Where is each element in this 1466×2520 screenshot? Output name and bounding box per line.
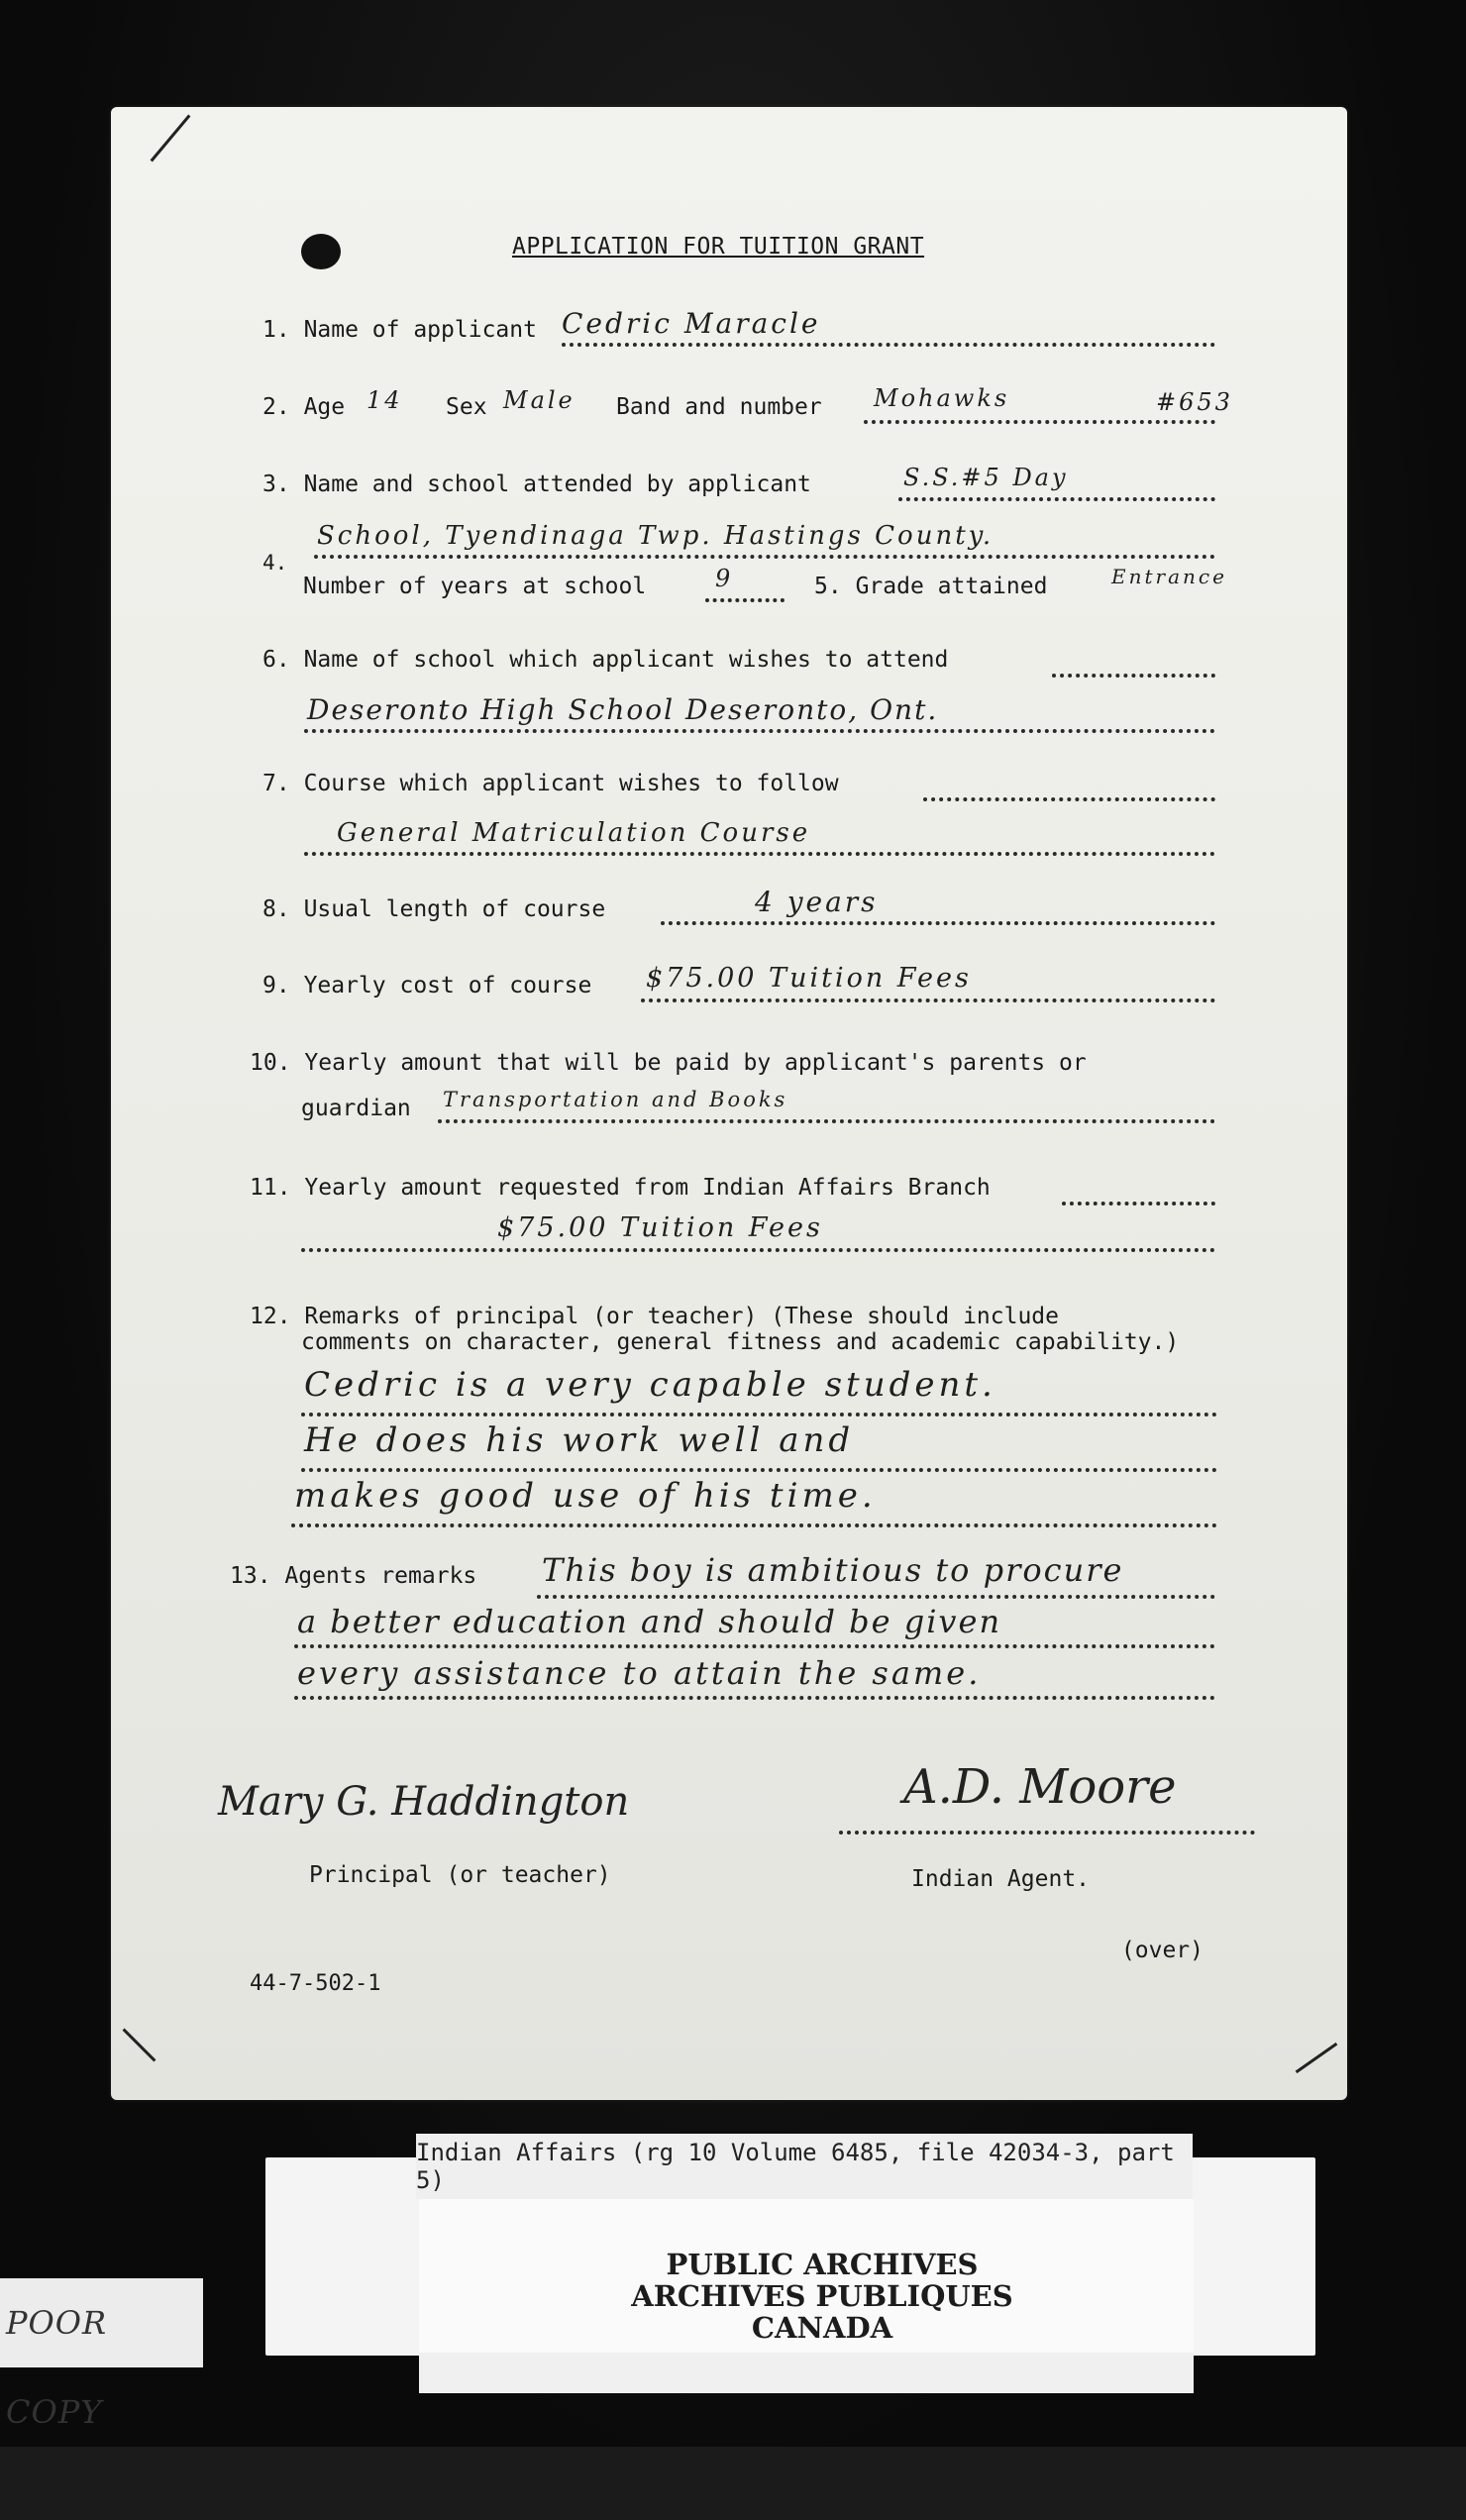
item-2-age-label: 2. Age bbox=[262, 394, 346, 420]
dotted-line bbox=[291, 1523, 1217, 1527]
dotted-line bbox=[864, 420, 1215, 424]
amount-requested: $75.00 Tuition Fees bbox=[497, 1212, 823, 1243]
applicant-age: 14 bbox=[366, 386, 403, 414]
corner-mark bbox=[151, 115, 191, 162]
archive-line-2: ARCHIVES PUBLIQUES bbox=[631, 2279, 1013, 2313]
agent-signature-line bbox=[839, 1831, 1255, 1835]
applicant-sex: Male bbox=[503, 386, 576, 414]
dotted-line bbox=[562, 343, 1215, 347]
school-attended-line2: School, Tyendinaga Twp. Hastings County. bbox=[317, 521, 995, 551]
applicant-name: Cedric Maracle bbox=[562, 307, 821, 340]
agent-remarks-line1: This boy is ambitious to procure bbox=[542, 1551, 1124, 1589]
agent-remarks-line2: a better education and should be given bbox=[297, 1603, 1002, 1640]
dotted-line bbox=[898, 497, 1215, 501]
dotted-line bbox=[314, 555, 1215, 559]
item-10-label-line1: 10. Yearly amount that will be paid by applicant's parents or bbox=[250, 1050, 1087, 1076]
item-1-label: 1. Name of applicant bbox=[262, 317, 537, 343]
intended-school: Deseronto High School Deseronto, Ont. bbox=[307, 693, 939, 726]
item-3-label: 3. Name and school attended by applicant bbox=[262, 472, 811, 497]
item-7-label: 7. Course which applicant wishes to follow bbox=[262, 771, 839, 796]
item-12-label-line2: comments on character, general fitness and academic capability.) bbox=[301, 1329, 1180, 1355]
band-label: Band and number bbox=[616, 394, 822, 420]
dotted-line bbox=[923, 797, 1215, 801]
item-12-label-line1: 12. Remarks of principal (or teacher) (These should include bbox=[250, 1304, 1060, 1329]
years-at-school: 9 bbox=[715, 565, 734, 592]
dotted-line bbox=[301, 1248, 1215, 1252]
agent-remarks-line3: every assistance to attain the same. bbox=[297, 1654, 982, 1692]
archive-line-3: CANADA bbox=[751, 2311, 893, 2345]
dotted-line bbox=[301, 1468, 1217, 1472]
item-5-label: 5. Grade attained bbox=[814, 574, 1048, 599]
item-4-label: Number of years at school bbox=[303, 574, 647, 599]
dotted-line bbox=[304, 852, 1215, 856]
form-title: APPLICATION FOR TUITION GRANT bbox=[512, 234, 925, 260]
corner-mark bbox=[1296, 2043, 1338, 2073]
agent-label: Indian Agent. bbox=[911, 1866, 1091, 1892]
archive-strip-bottom bbox=[419, 2353, 1194, 2392]
principal-remarks-line3: makes good use of his time. bbox=[294, 1476, 877, 1516]
archive-stamp bbox=[515, 2249, 1129, 2344]
intended-course: General Matriculation Course bbox=[337, 818, 811, 848]
dotted-line bbox=[294, 1644, 1215, 1648]
item-11-label: 11. Yearly amount requested from Indian Affairs Branch bbox=[250, 1175, 991, 1201]
bottom-band bbox=[0, 2447, 1466, 2520]
principal-remarks-line1: Cedric is a very capable student. bbox=[304, 1365, 996, 1405]
dotted-line bbox=[294, 1696, 1215, 1700]
school-attended-line1: S.S.#5 Day bbox=[903, 464, 1069, 491]
poor-copy-stamp: POOR COPY bbox=[0, 2278, 203, 2367]
principal-remarks-line2: He does his work well and bbox=[304, 1420, 855, 1460]
dotted-line bbox=[1052, 674, 1215, 678]
grade-attained: Entrance bbox=[1111, 565, 1227, 588]
corner-mark bbox=[123, 2029, 157, 2062]
form-code: 44-7-502-1 bbox=[250, 1971, 381, 1996]
item-8-label: 8. Usual length of course bbox=[262, 896, 606, 922]
principal-label: Principal (or teacher) bbox=[309, 1862, 611, 1888]
item-6-label: 6. Name of school which applicant wishes to attend bbox=[262, 647, 949, 673]
item-10-label-line2: guardian bbox=[301, 1096, 411, 1121]
dotted-line bbox=[438, 1119, 1215, 1123]
band-number: #653 bbox=[1156, 388, 1233, 416]
agent-signature: A.D. Moore bbox=[903, 1759, 1177, 1815]
item-13-label: 13. Agents remarks bbox=[230, 1563, 477, 1589]
dotted-line bbox=[301, 1413, 1217, 1417]
over-note: (over) bbox=[1120, 1938, 1204, 1963]
dotted-line bbox=[537, 1595, 1215, 1599]
dotted-line bbox=[705, 598, 785, 602]
dotted-line bbox=[661, 921, 1215, 925]
band-name: Mohawks bbox=[874, 384, 1010, 412]
dotted-line bbox=[641, 998, 1215, 1002]
item-9-label: 9. Yearly cost of course bbox=[262, 973, 592, 998]
reference-slip: Indian Affairs (rg 10 Volume 6485, file 42034-3, part 5) bbox=[416, 2134, 1193, 2199]
punch-hole bbox=[301, 234, 341, 269]
course-length: 4 years bbox=[755, 886, 879, 918]
parent-contribution: Transportation and Books bbox=[443, 1088, 788, 1111]
dotted-line bbox=[1062, 1202, 1215, 1206]
tuition-grant-form bbox=[111, 107, 1347, 2100]
yearly-cost: $75.00 Tuition Fees bbox=[646, 963, 972, 994]
archive-line-1: PUBLIC ARCHIVES bbox=[666, 2248, 979, 2281]
principal-signature: Mary G. Haddington bbox=[218, 1779, 630, 1825]
sex-label: Sex bbox=[446, 394, 487, 420]
item-4-number: 4. bbox=[262, 551, 288, 575]
dotted-line bbox=[304, 729, 1215, 733]
